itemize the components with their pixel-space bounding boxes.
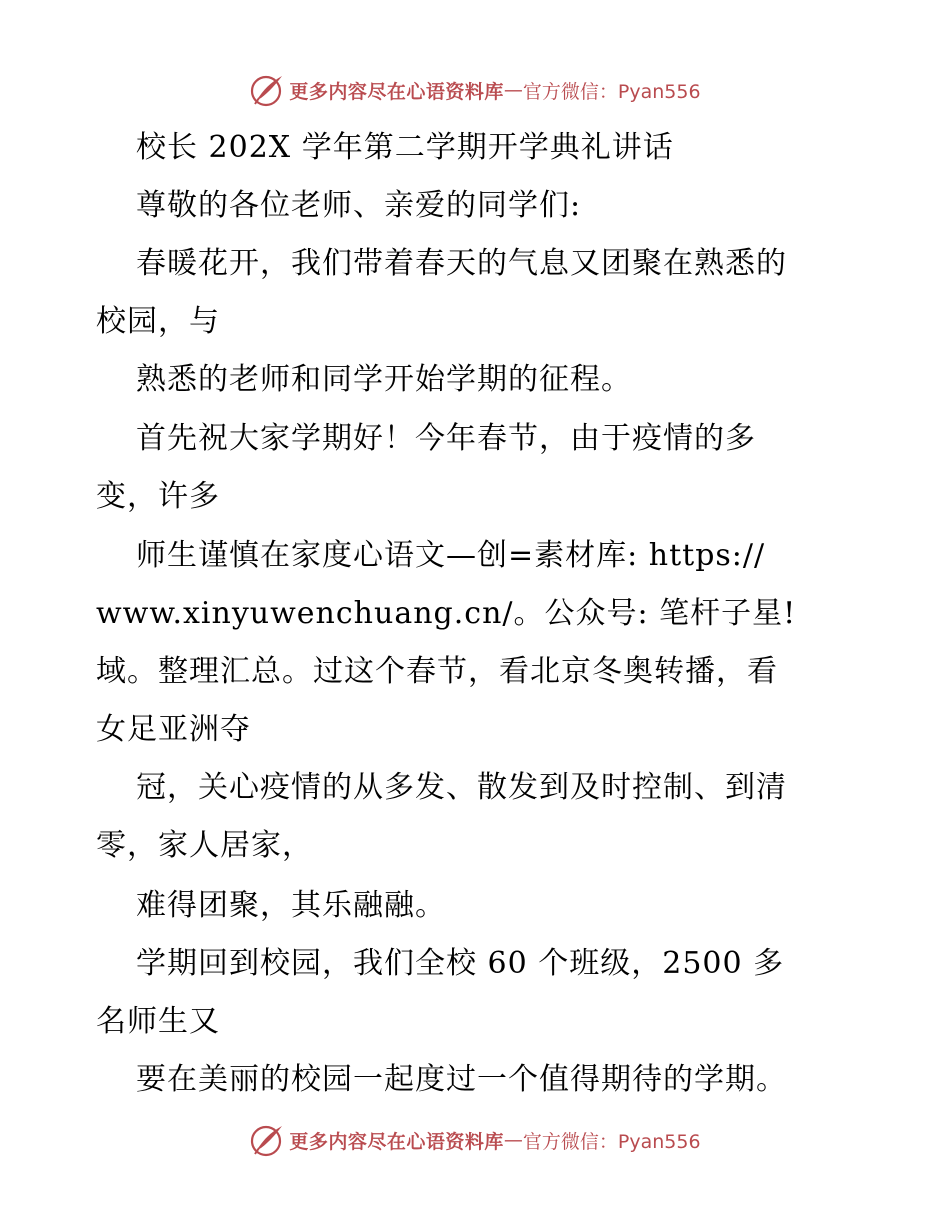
document-line: 春暖花开，我们带着春天的气息又团聚在熟悉的 — [136, 246, 787, 281]
document-line: 首先祝大家学期好！今年春节，由于疫情的多 — [136, 421, 756, 456]
document-line: 女足亚洲夺 — [96, 712, 251, 747]
banner-separator: — — [503, 79, 523, 101]
document-line: 零，家人居家， — [96, 828, 313, 863]
document-line: 冠，关心疫情的从多发、散发到及时控制、到清 — [136, 770, 787, 805]
banner-brand-text: 更多内容尽在心语资料库 — [289, 1130, 504, 1153]
banner-separator: — — [503, 1129, 523, 1151]
document-line: 学期回到校园，我们全校 60 个班级，2500 多 — [136, 946, 785, 981]
document-line: 熟悉的老师和同学开始学期的征程。 — [136, 362, 632, 397]
document-line: 师生谨慎在家度心语文—创=素材库: https:// — [136, 538, 766, 573]
banner-brand-text: 更多内容尽在心语资料库 — [289, 80, 504, 103]
feather-pen-logo-icon — [249, 72, 285, 108]
document-line: 校园，与 — [96, 304, 220, 339]
document-title: 校长 202X 学年第二学期开学典礼讲话 — [136, 130, 674, 165]
footer-watermark-banner — [0, 1122, 950, 1158]
feather-pen-logo-icon — [249, 1122, 285, 1158]
document-line: 名师生又 — [96, 1004, 220, 1039]
banner-wechat-text: 官方微信：Pyan556 — [522, 1130, 701, 1153]
document-line: 域。整理汇总。过这个春节，看北京冬奥转播，看 — [96, 654, 778, 689]
banner-wechat-text: 官方微信：Pyan556 — [522, 80, 701, 103]
document-line: 难得团聚，其乐融融。 — [136, 888, 446, 923]
document-line: 变，许多 — [96, 479, 220, 514]
header-watermark-banner — [0, 72, 950, 108]
document-line: www.xinyuwenchuang.cn/。公众号: 笔杆子星! — [96, 596, 797, 631]
document-line: 要在美丽的校园一起度过一个值得期待的学期。 — [136, 1062, 787, 1097]
document-line: 尊敬的各位老师、亲爱的同学们: — [136, 188, 582, 223]
